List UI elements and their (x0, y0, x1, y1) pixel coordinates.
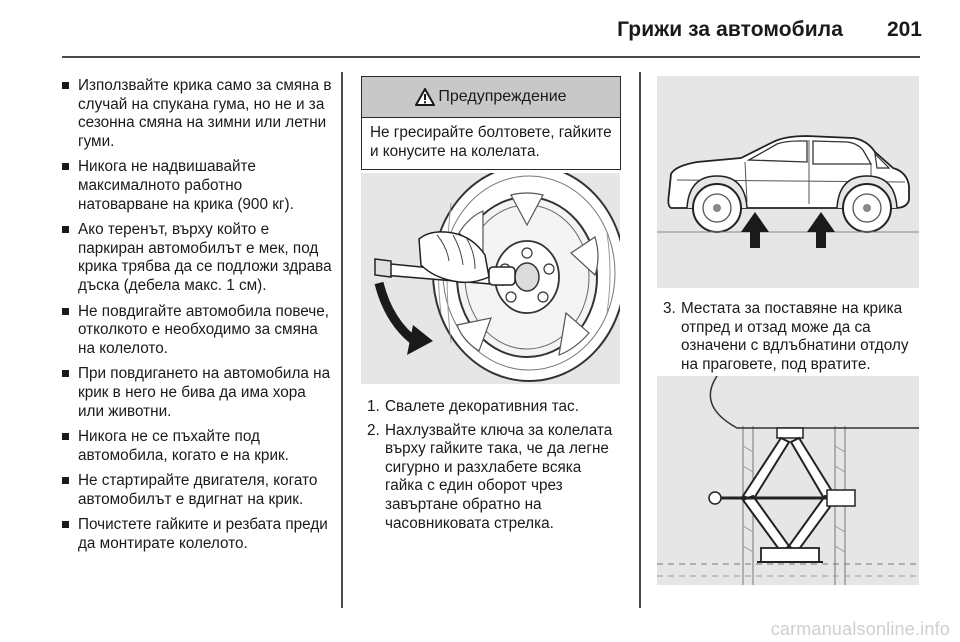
step-item (367, 398, 623, 417)
wheel-wrench-illustration (361, 173, 620, 384)
step-number: 3. (663, 300, 676, 317)
step-text: Нахлузвайте ключа за колелата върху гайките така, че да легне сигурно и разхлабете всяка гайка с един оборот чрез завъртане обратно на часовниковата стрелка. (385, 421, 613, 532)
middle-steps-list (367, 398, 623, 538)
wheel-wrench-drawing (361, 173, 620, 384)
scissor-jack-illustration (657, 376, 919, 585)
bullet-item: Ако теренът, върху който е паркиран автомобилът е мек, под крика трябва да се подложи здрава дъска (дебела макс. 1 см). (62, 221, 334, 295)
warning-title: Предупреждение (438, 88, 567, 105)
step-number: 2. (367, 421, 380, 439)
bullet-item: Използвайте крика само за смяна в случай на спукана гума, но не и за сезонна смяна на зимни или летни гуми. (62, 77, 334, 151)
step-item (367, 422, 623, 534)
column-divider-right (639, 72, 641, 608)
step-item (663, 300, 925, 374)
rear-jack-point-arrow-icon (807, 212, 835, 248)
bullet-item: Почистете гайките и резбата преди да монтирате колелото. (62, 516, 334, 553)
page-title: Грижи за автомобила (617, 18, 843, 41)
page-number: 201 (886, 18, 922, 41)
column-divider-left (341, 72, 343, 608)
right-steps-list (663, 300, 925, 379)
step-text: Местата за поставяне на крика отпред и отзад може да са означени с вдлъбнатини отдолу на праговете, под вратите. (681, 300, 909, 373)
bullet-item: Не повдигайте автомобила повече, отколкото е необходимо за смяна на колелото. (62, 303, 334, 359)
warning-text: Не гресирайте болтовете, гайките и конусите на колелата. (370, 124, 612, 160)
front-jack-point-arrow-icon (741, 212, 769, 248)
warning-header (362, 77, 620, 118)
step-text: Свалете декоративния тас. (385, 398, 579, 415)
bullet-item: Никога не надвишавайте максималното работно натоварване на крика (900 кг). (62, 158, 334, 214)
header-rule (62, 56, 920, 58)
bullet-item: Не стартирайте двигателя, когато автомобилът е вдигнат на крик. (62, 472, 334, 509)
scissor-jack-drawing (657, 376, 919, 585)
warning-box (361, 76, 621, 170)
step-number: 1. (367, 398, 380, 415)
bullet-item: Никога не се пъхайте под автомобила, когато е на крик. (62, 428, 334, 465)
watermark: carmanualsonline.info (770, 619, 950, 639)
warning-triangle-icon (415, 88, 435, 106)
car-jack-points-illustration (657, 76, 919, 288)
bullet-item: При повдигането на автомобила на крик в него не бива да има хора или животни. (62, 365, 334, 421)
page-header (0, 6, 960, 56)
safety-bullet-list (62, 77, 334, 561)
car-side-drawing (657, 76, 919, 288)
